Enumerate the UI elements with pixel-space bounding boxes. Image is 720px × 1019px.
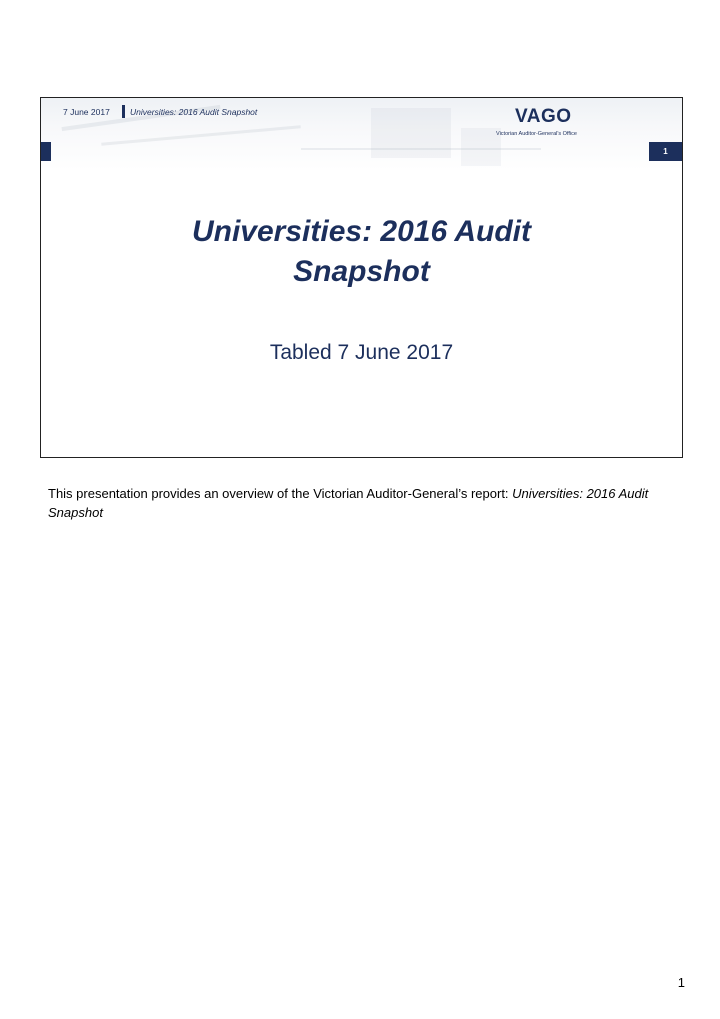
slide-title-line2: Snapshot [293, 255, 430, 288]
header-decoration [101, 125, 301, 145]
speaker-notes [48, 484, 688, 522]
notes-text: This presentation provides an overview of the Victorian Auditor-General’s report: [48, 486, 513, 501]
slide-title-line1: Universities: 2016 Audit [191, 215, 531, 248]
vago-logo-subtitle: Victorian Auditor-General's Office [496, 131, 577, 137]
slide-number-badge: 1 [649, 142, 682, 161]
header-date: 7 June 2017 [63, 107, 110, 117]
notes-report-title: Universities: 2016 Audit Snapshot [48, 486, 649, 520]
slide-title [41, 212, 682, 292]
slide-header [41, 98, 682, 170]
slide-thumbnail [40, 97, 683, 458]
page-number: 1 [677, 975, 685, 990]
header-subject: Universities: 2016 Audit Snapshot [130, 107, 258, 117]
header-decoration [301, 148, 541, 150]
header-decoration [371, 108, 451, 158]
slide-subtitle: Tabled 7 June 2017 [269, 341, 454, 364]
header-decoration [461, 128, 501, 166]
header-separator [122, 105, 125, 118]
left-accent-tab [41, 142, 51, 161]
vago-logo: VAGO [515, 106, 572, 127]
